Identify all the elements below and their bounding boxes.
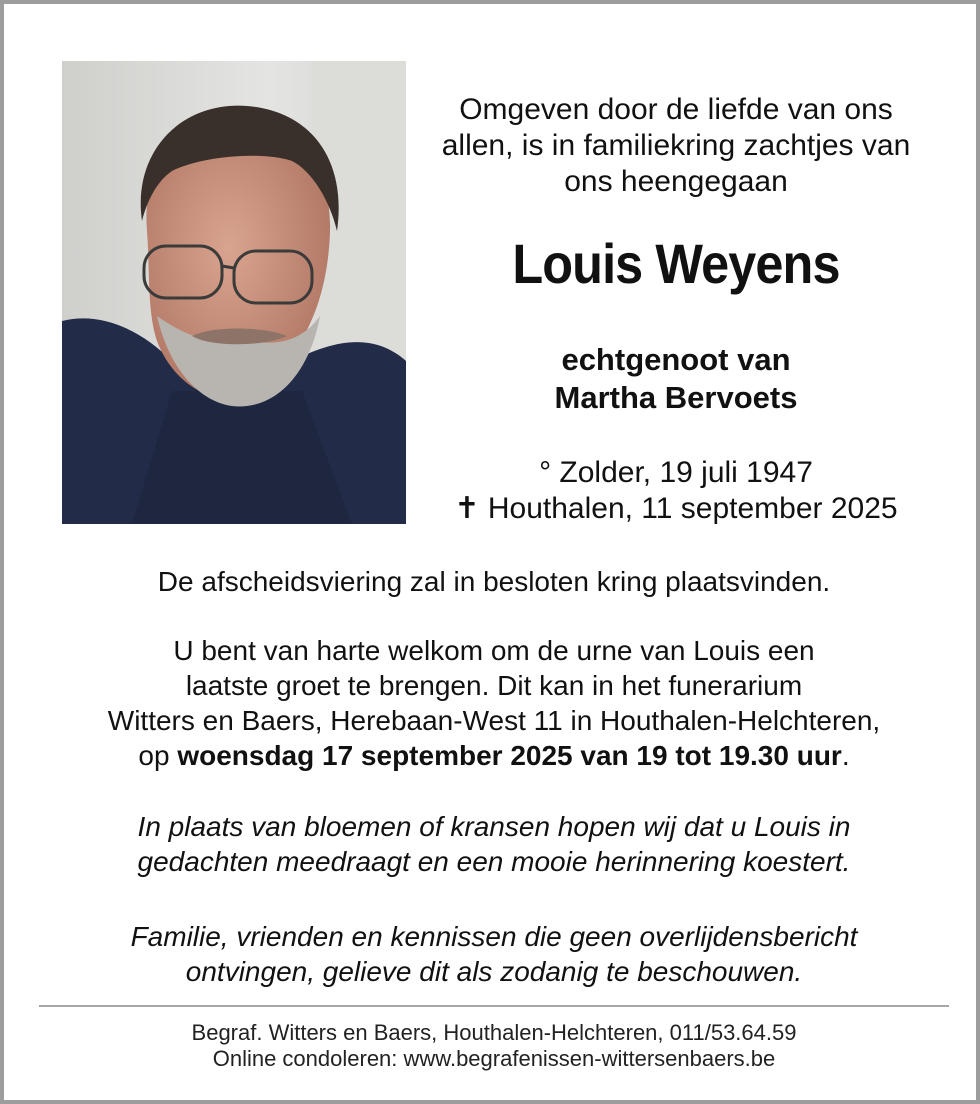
visit-line: laatste groet te brengen. Dit kan in het funerarium: [185, 670, 803, 701]
ceremony-text: De afscheidsviering zal in besloten kring plaatsvinden.: [157, 566, 831, 597]
notice-text: [38, 919, 950, 989]
visit-line: [38, 738, 950, 773]
portrait-photo: [62, 61, 406, 524]
notice-line: Familie, vrienden en kennissen die geen overlijdensbericht: [130, 921, 858, 952]
spouse-info: [416, 341, 936, 417]
flowers-text: [38, 809, 950, 879]
visit-line: Witters en Baers, Herebaan-West 11 in Houthalen-Helchteren,: [107, 705, 881, 736]
spouse-relation: echtgenoot van: [561, 342, 791, 377]
intro-line: Omgeven door de liefde van ons: [459, 93, 893, 126]
spouse-name: Martha Bervoets: [554, 380, 798, 415]
visit-suffix: .: [841, 740, 850, 771]
deceased-name: Louis Weyens: [512, 232, 840, 295]
footer-divider: [39, 1005, 949, 1007]
funeral-home-footer: [38, 1020, 950, 1072]
death-date: ✝ Houthalen, 11 september 2025: [454, 492, 898, 525]
flowers-line: In plaats van bloemen of kransen hopen wij dat u Louis in: [137, 811, 851, 842]
online-condolence: Online condoleren: www.begrafenissen-wittersenbaers.be: [212, 1046, 776, 1071]
notice-line: ontvingen, gelieve dit als zodanig te beschouwen.: [185, 956, 803, 987]
visit-datetime: woensdag 17 september 2025 van 19 tot 19.30 uur: [177, 740, 842, 771]
portrait-photo-icon: [62, 61, 406, 524]
visit-line: U bent van harte welkom om de urne van Louis een: [173, 635, 815, 666]
visit-prefix: op: [138, 740, 178, 771]
birth-date: ° Zolder, 19 juli 1947: [539, 456, 813, 489]
flowers-line: gedachten meedraagt en een mooie herinnering koestert.: [137, 846, 851, 877]
intro-line: allen, is in familiekring zachtjes van: [441, 129, 911, 162]
intro-text: [416, 92, 936, 200]
visit-text: [38, 633, 950, 773]
funeral-home-contact: Begraf. Witters en Baers, Houthalen-Helchteren, 011/53.64.59: [191, 1020, 797, 1045]
intro-line: ons heengegaan: [564, 165, 788, 198]
life-dates: [416, 455, 936, 527]
